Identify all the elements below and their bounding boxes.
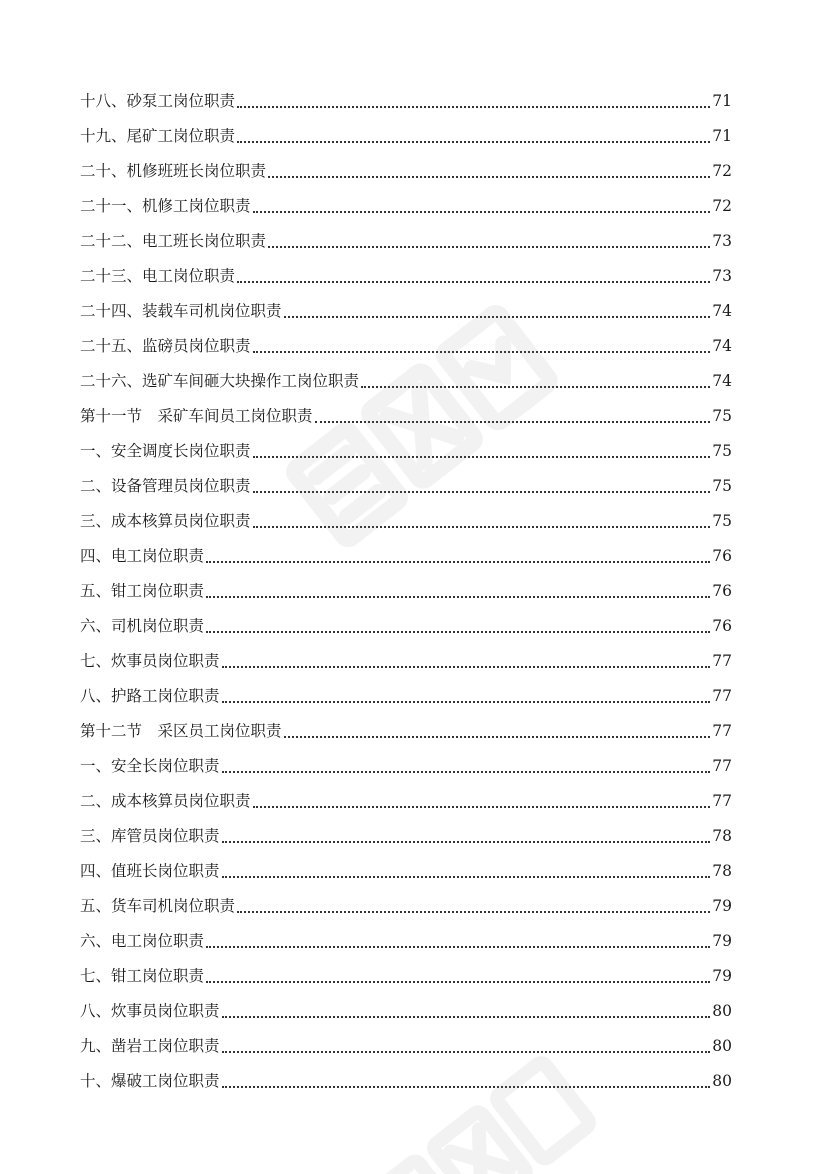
- toc-entry-label: 二、成本核算员岗位职责: [80, 792, 251, 810]
- toc-section-subtitle: 采矿车间员工岗位职责: [157, 407, 313, 425]
- toc-entry-title: [80, 679, 220, 714]
- toc-dot-leader: [222, 701, 711, 703]
- toc-entry-label: 三、库管员岗位职责: [80, 827, 220, 845]
- toc-entry-title: [80, 644, 220, 679]
- toc-entry[interactable]: [80, 119, 732, 154]
- toc-entry-title: [80, 1029, 220, 1064]
- toc-entry-title: [80, 504, 251, 539]
- toc-dot-leader: [268, 176, 710, 178]
- toc-dot-leader: [206, 981, 710, 983]
- toc-page-number: 75: [712, 477, 732, 495]
- toc-page-number: 77: [712, 757, 732, 775]
- toc-entry[interactable]: [80, 994, 732, 1029]
- toc-entry[interactable]: [80, 189, 732, 224]
- toc-entry[interactable]: [80, 1064, 732, 1099]
- toc-entry[interactable]: [80, 609, 732, 644]
- toc-page-number: 75: [712, 442, 732, 460]
- toc-entry[interactable]: [80, 889, 732, 924]
- toc-entry-title: [80, 924, 204, 959]
- toc-dot-leader: [237, 141, 710, 143]
- toc-entry-label: 二十、机修班班长岗位职责: [80, 162, 267, 180]
- toc-dot-leader: [222, 1051, 711, 1053]
- toc-dot-leader: [206, 561, 710, 563]
- toc-dot-leader: [253, 806, 711, 808]
- toc-entry-label: 五、货车司机岗位职责: [80, 897, 236, 915]
- toc-entry[interactable]: [80, 294, 732, 329]
- toc-entry-label: 十八、砂泵工岗位职责: [80, 92, 236, 110]
- toc-dot-leader: [206, 946, 710, 948]
- toc-dot-leader: [222, 841, 711, 843]
- toc-entry[interactable]: [80, 924, 732, 959]
- toc-page-number: 74: [712, 302, 732, 320]
- toc-dot-leader: [222, 1086, 711, 1088]
- toc-entry-title: [80, 154, 266, 189]
- toc-entry-title: [80, 959, 204, 994]
- toc-page-number: 78: [712, 827, 732, 845]
- toc-entry-title: [80, 994, 220, 1029]
- toc-entry-title: [80, 1064, 220, 1099]
- toc-section-heading[interactable]: [80, 399, 732, 434]
- toc-entry[interactable]: [80, 679, 732, 714]
- toc-entry-label: 四、电工岗位职责: [80, 547, 205, 565]
- toc-entry-label: 第十一节: [80, 407, 143, 425]
- toc-entry[interactable]: [80, 259, 732, 294]
- toc-entry[interactable]: [80, 749, 732, 784]
- toc-entry-title: [80, 329, 251, 364]
- toc-entry-label: 第十二节: [80, 722, 143, 740]
- toc-page-number: 79: [712, 967, 732, 985]
- toc-dot-leader: [268, 246, 710, 248]
- toc-entry-label: 一、安全长岗位职责: [80, 757, 220, 775]
- toc-dot-leader: [237, 106, 710, 108]
- toc-entry-title: [80, 889, 235, 924]
- toc-entry-title: [80, 119, 235, 154]
- toc-page-number: 74: [712, 372, 732, 390]
- toc-page-number: 76: [712, 547, 732, 565]
- toc-page-number: 79: [712, 897, 732, 915]
- toc-page-number: 73: [712, 267, 732, 285]
- toc-entry-title: [80, 819, 220, 854]
- toc-section-heading[interactable]: [80, 714, 732, 749]
- toc-page-number: 71: [712, 92, 732, 110]
- toc-entry[interactable]: [80, 1029, 732, 1064]
- toc-entry[interactable]: [80, 504, 732, 539]
- toc-dot-leader: [237, 281, 710, 283]
- toc-dot-leader: [222, 876, 711, 878]
- toc-dot-leader: [284, 736, 711, 738]
- toc-entry-label: 二十二、电工班长岗位职责: [80, 232, 267, 250]
- toc-entry[interactable]: [80, 959, 732, 994]
- toc-page-number: 71: [712, 127, 732, 145]
- toc-page-number: 73: [712, 232, 732, 250]
- toc-dot-leader: [222, 1016, 711, 1018]
- toc-entry-title: [80, 714, 282, 749]
- toc-entry-label: 二、设备管理员岗位职责: [80, 477, 251, 495]
- toc-entry-label: 八、炊事员岗位职责: [80, 1002, 220, 1020]
- toc-entry-title: [80, 364, 359, 399]
- toc-dot-leader: [284, 316, 711, 318]
- toc-page-number: 76: [712, 617, 732, 635]
- toc-page-number: 77: [712, 722, 732, 740]
- toc-entry[interactable]: [80, 854, 732, 889]
- toc-dot-leader: [253, 491, 711, 493]
- toc-entry[interactable]: [80, 364, 732, 399]
- toc-page-number: 79: [712, 932, 732, 950]
- toc-page-number: 80: [712, 1002, 732, 1020]
- toc-page-number: 72: [712, 197, 732, 215]
- toc-entry-title: [80, 259, 235, 294]
- toc-entry-title: [80, 749, 220, 784]
- toc-page-number: 72: [712, 162, 732, 180]
- toc-entry[interactable]: [80, 574, 732, 609]
- toc-entry-label: 一、安全调度长岗位职责: [80, 442, 251, 460]
- toc-entry-label: 三、成本核算员岗位职责: [80, 512, 251, 530]
- toc-entry[interactable]: [80, 819, 732, 854]
- toc-entry-title: [80, 434, 251, 469]
- toc-entry-title: [80, 399, 313, 434]
- toc-entry[interactable]: [80, 784, 732, 819]
- toc-entry-title: [80, 609, 204, 644]
- toc-entry[interactable]: [80, 644, 732, 679]
- toc-entry-label: 七、钳工岗位职责: [80, 967, 205, 985]
- toc-entry-label: 五、钳工岗位职责: [80, 582, 205, 600]
- toc-entry[interactable]: [80, 84, 732, 119]
- toc-entry-label: 六、电工岗位职责: [80, 932, 205, 950]
- toc-entry-title: [80, 574, 204, 609]
- toc-entry-label: 二十六、选矿车间砸大块操作工岗位职责: [80, 372, 360, 390]
- toc-page-number: 77: [712, 652, 732, 670]
- toc-entry[interactable]: [80, 539, 732, 574]
- toc-page-number: 75: [712, 512, 732, 530]
- toc-entry-title: [80, 469, 251, 504]
- toc-entry-label: 八、护路工岗位职责: [80, 687, 220, 705]
- toc-entry[interactable]: [80, 434, 732, 469]
- toc-entry[interactable]: [80, 224, 732, 259]
- toc-entry-label: 二十一、机修工岗位职责: [80, 197, 251, 215]
- toc-entry-label: 二十五、监磅员岗位职责: [80, 337, 251, 355]
- toc-dot-leader: [253, 526, 711, 528]
- toc-dot-leader: [315, 421, 711, 423]
- toc-entry-title: [80, 854, 220, 889]
- toc-dot-leader: [237, 911, 710, 913]
- toc-entry-title: [80, 224, 266, 259]
- table-of-contents: [80, 84, 732, 1099]
- toc-entry-title: [80, 294, 282, 329]
- toc-dot-leader: [222, 771, 711, 773]
- toc-page-number: 80: [712, 1072, 732, 1090]
- toc-entry-title: [80, 189, 251, 224]
- toc-entry-label: 四、值班长岗位职责: [80, 862, 220, 880]
- toc-page-number: 77: [712, 792, 732, 810]
- toc-entry-label: 二十三、电工岗位职责: [80, 267, 236, 285]
- toc-page-number: 76: [712, 582, 732, 600]
- toc-section-subtitle: 采区员工岗位职责: [157, 722, 282, 740]
- toc-entry-title: [80, 84, 235, 119]
- toc-dot-leader: [206, 631, 710, 633]
- toc-dot-leader: [222, 666, 711, 668]
- toc-dot-leader: [253, 456, 711, 458]
- toc-page-number: 77: [712, 687, 732, 705]
- toc-entry[interactable]: [80, 469, 732, 504]
- toc-dot-leader: [206, 596, 710, 598]
- toc-entry-label: 十九、尾矿工岗位职责: [80, 127, 236, 145]
- toc-entry[interactable]: [80, 154, 732, 189]
- toc-dot-leader: [253, 351, 711, 353]
- toc-entry-title: [80, 539, 204, 574]
- toc-entry-label: 七、炊事员岗位职责: [80, 652, 220, 670]
- toc-page-number: 75: [712, 407, 732, 425]
- toc-page-number: 78: [712, 862, 732, 880]
- toc-entry-label: 六、司机岗位职责: [80, 617, 205, 635]
- toc-entry-label: 九、凿岩工岗位职责: [80, 1037, 220, 1055]
- toc-entry-label: 二十四、装载车司机岗位职责: [80, 302, 282, 320]
- toc-dot-leader: [361, 386, 710, 388]
- toc-dot-leader: [253, 211, 711, 213]
- toc-entry-label: 十、爆破工岗位职责: [80, 1072, 220, 1090]
- toc-entry[interactable]: [80, 329, 732, 364]
- toc-page-number: 80: [712, 1037, 732, 1055]
- toc-page-number: 74: [712, 337, 732, 355]
- toc-entry-title: [80, 784, 251, 819]
